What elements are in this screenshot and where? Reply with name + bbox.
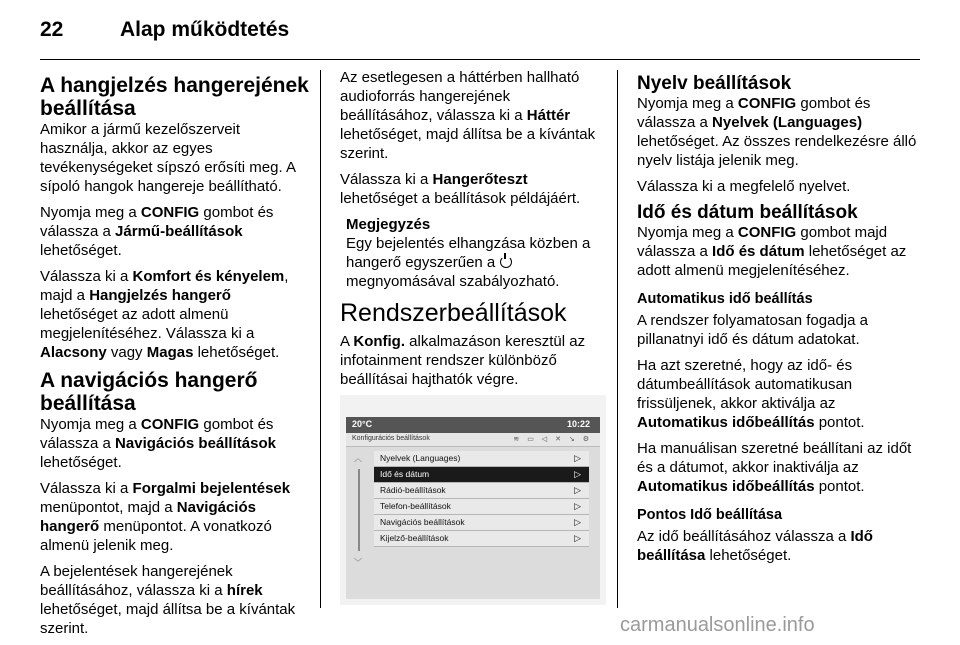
paragraph: Válassza ki a Forgalmi bejelentések menüpontot, majd a Navigációs hangerő menüpontot. A vonatkozó almenü jelenik meg. — [40, 480, 291, 554]
heading-exact-time: Pontos Idő beállítása — [637, 507, 783, 523]
menu-item-display[interactable]: Kijelző-beállítások ▷ — [374, 531, 589, 547]
watermark: carmanualsonline.info — [620, 614, 815, 636]
infotainment-screenshot — [340, 395, 606, 605]
screen-title-bar — [346, 433, 600, 447]
page-header — [40, 14, 920, 54]
menu-item-navigation[interactable]: Navigációs beállítások ▷ — [374, 515, 589, 531]
heading-nav-volume: A navigációs hangerő beállítása — [40, 369, 258, 415]
chevron-right-icon: ▷ — [574, 517, 581, 527]
power-icon — [500, 256, 512, 268]
chevron-right-icon: ▷ — [574, 501, 581, 511]
settings-menu — [374, 451, 589, 547]
header-divider — [40, 59, 920, 60]
note-title: Megjegyzés — [346, 216, 431, 233]
screen — [346, 417, 600, 599]
heading-auto-time: Automatikus idő beállítás — [637, 291, 813, 307]
paragraph: Ha azt szeretné, hogy az idő- és dátumbeállítások automatikusan frissüljenek, akkor aktiválja az Automatikus időbeállítás pontot. — [637, 357, 865, 431]
chevron-right-icon: ▷ — [574, 485, 581, 495]
paragraph: A bejelentések hangerejének beállításához, válassza ki a hírek lehetőséget, majd állítsa be a kívántak szerint. — [40, 563, 296, 637]
paragraph: A Konfig. alkalmazáson keresztül az infotainment rendszer különböző beállításai hajthatók végre. — [340, 333, 586, 388]
clock: 10:22 — [566, 419, 590, 429]
paragraph: Nyomja meg a CONFIG gombot és válassza a Nyelvek (Languages) lehetőséget. Az összes rendelkezésre álló nyelv listája jelenik meg. — [637, 95, 917, 169]
chevron-right-icon: ▷ — [574, 453, 581, 463]
paragraph: Amikor a jármű kezelőszerveit használja, akkor az egyes tevékenységeket sípszó erősíti meg. A sípoló hangok hangereje beállítható. — [40, 121, 296, 195]
column-3 — [637, 68, 920, 572]
screen-title: Konfigurációs beállítások — [352, 435, 430, 442]
screen-status-bar — [346, 417, 600, 433]
paragraph: Nyomja meg a CONFIG gombot és válassza a Jármű-beállítások lehetőséget. — [40, 204, 274, 259]
paragraph: Nyomja meg a CONFIG gombot és válassza a Navigációs beállítások lehetőséget. — [40, 416, 276, 471]
column-divider-2 — [617, 70, 618, 608]
paragraph: Ha manuálisan szeretné beállítani az időt és a dátumot, akkor inaktiválja az Automatikus időbeállítás pontot. — [637, 440, 912, 495]
status-icons: ≋ ▭ ◁ ✕ ↘ ⚙ — [513, 436, 592, 443]
paragraph: Válassza ki a Hangerőteszt lehetőséget a beállítások példájáért. — [340, 171, 581, 207]
menu-item-time-date[interactable]: Idő és dátum ▷ — [374, 467, 589, 483]
menu-item-phone[interactable]: Telefon-beállítások ▷ — [374, 499, 589, 515]
paragraph: A rendszer folyamatosan fogadja a pillanatnyi idő és dátum adatokat. — [637, 312, 868, 348]
heading-system-settings: Rendszerbeállítások — [340, 299, 567, 327]
chevron-right-icon: ▷ — [574, 533, 581, 543]
note-text: Egy bejelentés elhangzása közben a hangerő egyszerűen a megnyomásával szabályozható. — [346, 235, 591, 290]
paragraph: Nyomja meg a CONFIG gombot majd válassza a Idő és dátum lehetőséget az adott almenü megjelenítéséhez. — [637, 224, 907, 279]
temperature: 20°C — [352, 419, 373, 429]
scroll-up-icon[interactable]: ︿ — [354, 454, 362, 463]
paragraph: Válassza ki a megfelelő nyelvet. — [637, 178, 851, 195]
heading-time-date: Idő és dátum beállítások — [637, 202, 858, 223]
page-number: 22 — [40, 18, 64, 41]
column-divider-1 — [320, 70, 321, 608]
chevron-right-icon: ▷ — [574, 469, 581, 479]
paragraph: Az esetlegesen a háttérben hallható audioforrás hangerejének beállításához, válassza ki a Háttér lehetőséget, majd állítsa be a kívántak szerint. — [340, 69, 596, 162]
column-2 — [340, 68, 606, 396]
menu-item-languages[interactable]: Nyelvek (Languages) ▷ — [374, 451, 589, 467]
scroll-down-icon[interactable]: ﹀ — [354, 558, 362, 567]
heading-signal-volume: A hangjelzés hangerejének beállítása — [40, 74, 309, 120]
paragraph: Az idő beállításához válassza a Idő beállítása lehetőséget. — [637, 528, 873, 564]
paragraph: Válassza ki a Komfort és kényelem, majd a Hangjelzés hangerő lehetőséget az adott almenü megjelenítéséhez. Válassza ki a Alacsony vagy Magas lehetőséget. — [40, 268, 289, 361]
scrollbar[interactable] — [358, 469, 360, 551]
page-title: Alap működtetés — [120, 18, 290, 41]
column-1 — [40, 68, 310, 645]
menu-item-radio[interactable]: Rádió-beállítások ▷ — [374, 483, 589, 499]
note-block — [346, 215, 606, 291]
heading-language: Nyelv beállítások — [637, 73, 792, 94]
